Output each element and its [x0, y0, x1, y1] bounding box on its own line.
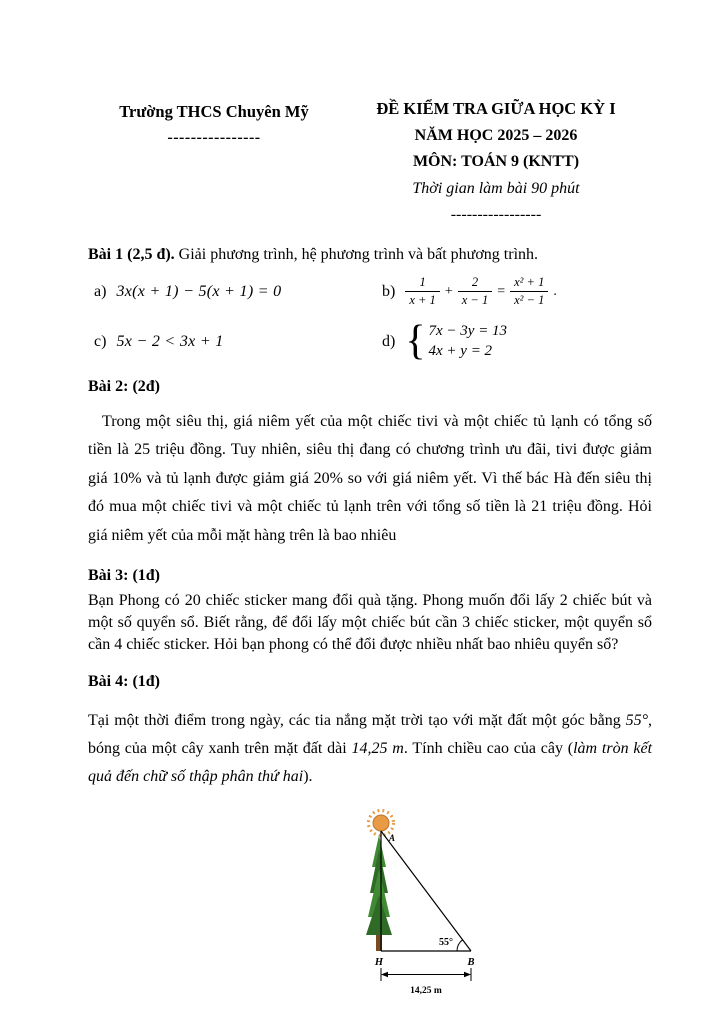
- part-b-label: b): [382, 282, 396, 300]
- part-c: [88, 323, 376, 361]
- fraction-1-numerator: 1: [405, 275, 439, 293]
- angle-arc: [457, 940, 463, 951]
- fraction-1-denominator: x + 1: [409, 293, 436, 308]
- title-block: [340, 96, 652, 229]
- page-content: [88, 96, 652, 1001]
- vertex-a-label: A: [389, 833, 396, 844]
- problem3-body: Bạn Phong có 20 chiếc sticker mang đổi quà tặng. Phong muốn đổi lấy 2 chiếc bút và một số quyển sổ. Biết rằng, để đổi lấy một chiếc bút cần 3 chiếc sticker, một quyển sổ cần 4 chiếc sticker. Hỏi bạn phong có thể đổi được nhiều nhất bao nhiêu quyển sổ?: [88, 592, 652, 654]
- equals-sign: =: [497, 283, 506, 299]
- school-dashes: ----------------: [167, 129, 261, 146]
- system-equations: [429, 323, 508, 360]
- problem4-body: [88, 707, 652, 791]
- triangle-figure: [293, 805, 545, 1001]
- subject-line: MÔN: TOÁN 9 (KNTT): [412, 153, 580, 170]
- fraction-2: [458, 275, 492, 309]
- exam-header: [88, 96, 652, 229]
- school-year: NĂM HỌC 2025 – 2026: [414, 126, 578, 144]
- problem1-number: Bài 1 (2,5 đ).: [88, 245, 175, 263]
- problem4-text-3: . Tính chiều cao của cây (: [403, 740, 574, 758]
- triangle-lines: [381, 831, 471, 951]
- part-c-expression: 5x − 2 < 3x + 1: [116, 332, 224, 350]
- exam-title: ĐỀ KIỂM TRA GIỮA HỌC KỲ I: [376, 99, 616, 118]
- fraction-2-numerator: 2: [458, 275, 492, 293]
- problem4-text-1: Tại một thời điểm trong ngày, các tia nắng mặt trời tạo với mặt đất một góc bằng: [88, 712, 626, 730]
- part-b-expression: [405, 275, 557, 309]
- fraction-1: [405, 275, 439, 309]
- system-equation-2: 4x + y = 2: [428, 343, 493, 360]
- system-equation-1: 7x − 3y = 13: [428, 323, 508, 340]
- dimension-line: [381, 968, 471, 981]
- fraction-2-denominator: x − 1: [461, 293, 489, 308]
- problem2-heading: Bài 2: (2đ): [88, 377, 160, 395]
- hypotenuse-line: [381, 831, 471, 951]
- problem3-heading: Bài 3: (1đ): [88, 567, 160, 585]
- school-block: [88, 96, 340, 229]
- problem1-intro: Giải phương trình, hệ phương trình và bất phương trình.: [178, 245, 539, 263]
- vertex-b-label: B: [467, 957, 475, 969]
- duration-line: Thời gian làm bài 90 phút: [412, 179, 580, 197]
- distance-label: 14,25 m: [410, 986, 442, 997]
- fraction-3-denominator: x² − 1: [514, 293, 545, 308]
- angle-label: 55°: [439, 937, 453, 949]
- part-d: [376, 317, 652, 364]
- period: .: [553, 283, 557, 299]
- part-a-expression: 3x(x + 1) − 5(x + 1) = 0: [116, 282, 282, 300]
- problem4-heading: Bài 4: (1đ): [88, 673, 160, 691]
- part-c-label: c): [94, 332, 107, 350]
- school-name: Trường THCS Chuyên Mỹ: [119, 102, 309, 121]
- fraction-3-numerator: x² + 1: [510, 275, 548, 293]
- angle-value: 55°: [625, 712, 648, 730]
- rounding-note: làm tròn kết quả đến chữ số thập phân thứ hai: [88, 740, 653, 786]
- problem1-parts: [88, 274, 652, 364]
- problem2-body: Trong một siêu thị, giá niêm yết của một chiếc tivi và một chiếc tủ lạnh có tổng số tiền là 25 triệu đồng. Tuy nhiên, siêu thị đang có chương trình ưu đãi, tivi được giảm giá 10% và tủ lạnh được giảm giá 20% so với giá niêm yết. Vì thế bác Hà đến siêu thị đó mua một chiếc tivi và một chiếc tủ lạnh trên với tổng số tiền là 21 triệu đồng. Hỏi giá niêm yết của mỗi mặt hàng trên là bao nhiêu: [88, 412, 652, 544]
- fraction-3: [510, 275, 548, 309]
- system-brace: {: [405, 317, 426, 364]
- part-d-label: d): [382, 332, 396, 350]
- problem1-heading-line: [88, 243, 652, 267]
- shadow-length-value: 14,25 m: [351, 740, 404, 758]
- part-a-label: a): [94, 282, 107, 300]
- tree-icon: [366, 835, 392, 951]
- title-dashes: -----------------: [450, 206, 542, 223]
- part-a: [88, 275, 376, 309]
- part-b: [376, 275, 652, 309]
- vertex-h-label: H: [374, 957, 384, 969]
- equation-system: [405, 317, 508, 364]
- problem4-text-2: , bóng của một cây xanh trên mặt đất dài: [88, 712, 652, 758]
- plus-sign: +: [444, 283, 453, 299]
- tree-shadow-diagram: [293, 805, 545, 1001]
- problem4-text-4: ).: [303, 768, 313, 786]
